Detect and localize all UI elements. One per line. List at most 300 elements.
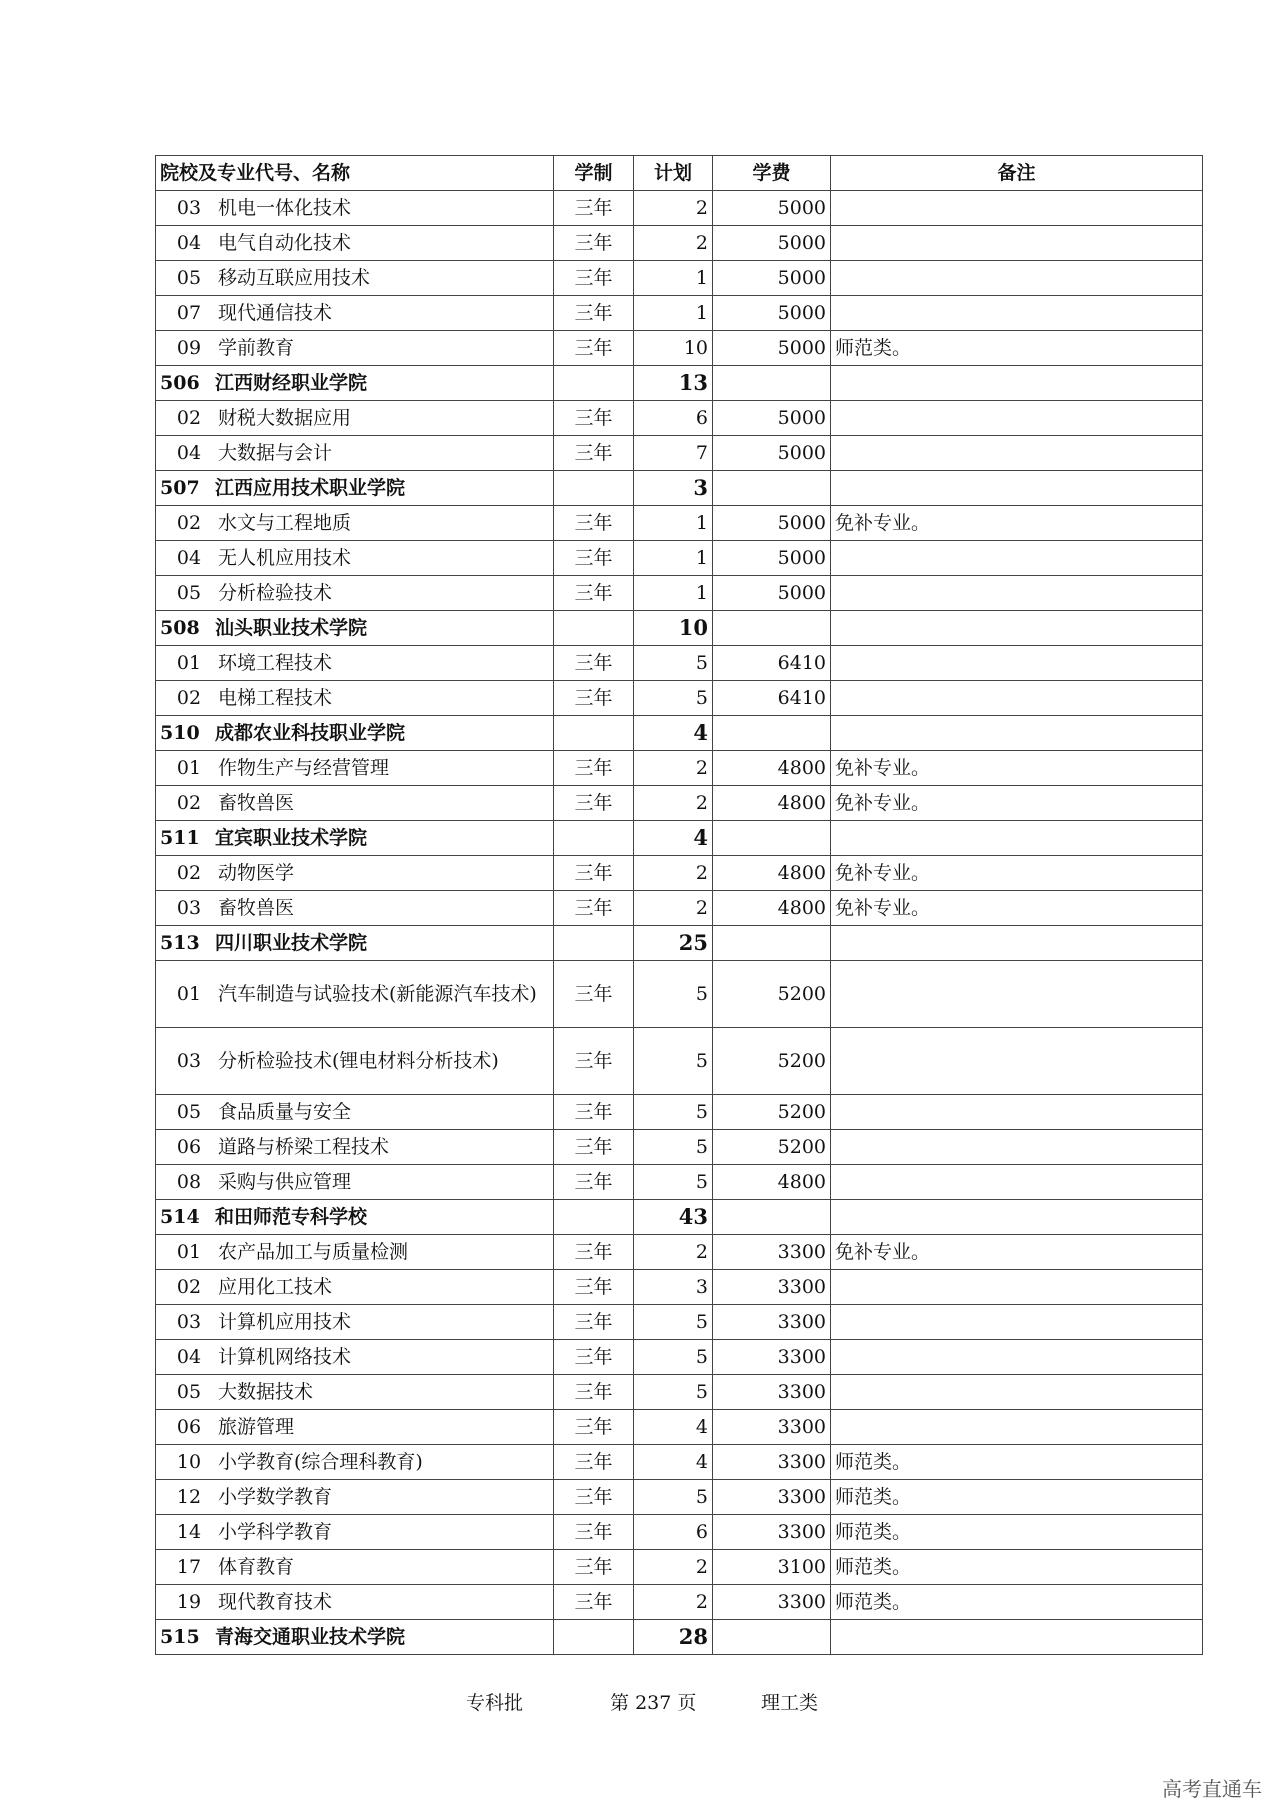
school-note-cell bbox=[831, 1620, 1203, 1655]
school-fee-cell bbox=[713, 926, 831, 961]
major-duration: 三年 bbox=[554, 191, 634, 226]
school-fee-cell bbox=[713, 716, 831, 751]
major-plan: 10 bbox=[634, 331, 713, 366]
major-plan: 1 bbox=[634, 506, 713, 541]
major-fee: 5000 bbox=[713, 576, 831, 611]
major-fee: 5000 bbox=[713, 541, 831, 576]
major-fee: 3300 bbox=[713, 1585, 831, 1620]
major-note bbox=[831, 1028, 1203, 1095]
major-name: 电梯工程技术 bbox=[218, 686, 333, 709]
major-fee: 4800 bbox=[713, 751, 831, 786]
school-row bbox=[156, 471, 1203, 506]
major-duration: 三年 bbox=[554, 1235, 634, 1270]
major-name: 小学数学教育 bbox=[218, 1485, 333, 1508]
school-row bbox=[156, 1620, 1203, 1655]
major-code: 02 bbox=[176, 1275, 202, 1298]
major-name-cell bbox=[156, 646, 554, 681]
major-note bbox=[831, 436, 1203, 471]
school-fee-cell bbox=[713, 611, 831, 646]
footer-page-prefix: 第 bbox=[610, 1692, 630, 1714]
major-note: 免补专业。 bbox=[831, 751, 1203, 786]
major-name-cell bbox=[156, 856, 554, 891]
major-row bbox=[156, 786, 1203, 821]
major-name-cell bbox=[156, 1235, 554, 1270]
major-name-cell bbox=[156, 1095, 554, 1130]
major-row bbox=[156, 226, 1203, 261]
major-duration: 三年 bbox=[554, 1340, 634, 1375]
major-name-cell bbox=[156, 261, 554, 296]
major-row bbox=[156, 436, 1203, 471]
major-code: 14 bbox=[176, 1520, 202, 1543]
major-plan: 5 bbox=[634, 1165, 713, 1200]
major-name: 现代通信技术 bbox=[218, 301, 333, 324]
major-code: 05 bbox=[176, 581, 202, 604]
school-plan-total: 28 bbox=[634, 1620, 713, 1655]
major-name-cell bbox=[156, 751, 554, 786]
major-plan: 2 bbox=[634, 1550, 713, 1585]
major-plan: 5 bbox=[634, 1130, 713, 1165]
major-row bbox=[156, 1095, 1203, 1130]
major-name: 小学教育(综合理科教育) bbox=[218, 1450, 423, 1473]
major-name-cell bbox=[156, 1165, 554, 1200]
school-name-cell bbox=[156, 366, 554, 401]
major-fee: 5000 bbox=[713, 296, 831, 331]
major-row bbox=[156, 296, 1203, 331]
major-row bbox=[156, 1270, 1203, 1305]
major-name: 道路与桥梁工程技术 bbox=[218, 1135, 390, 1158]
major-code: 02 bbox=[176, 861, 202, 884]
major-row bbox=[156, 261, 1203, 296]
major-name: 财税大数据应用 bbox=[218, 406, 352, 429]
major-fee: 5000 bbox=[713, 436, 831, 471]
major-row bbox=[156, 856, 1203, 891]
major-note: 免补专业。 bbox=[831, 856, 1203, 891]
school-code: 513 bbox=[160, 931, 200, 954]
major-name: 机电一体化技术 bbox=[218, 196, 352, 219]
major-note: 免补专业。 bbox=[831, 786, 1203, 821]
major-row bbox=[156, 961, 1203, 1028]
school-row bbox=[156, 716, 1203, 751]
major-plan: 2 bbox=[634, 1585, 713, 1620]
major-code: 03 bbox=[176, 1310, 202, 1333]
school-plan-total: 4 bbox=[634, 716, 713, 751]
major-fee: 3100 bbox=[713, 1550, 831, 1585]
major-name-cell bbox=[156, 1305, 554, 1340]
school-name: 江西财经职业学院 bbox=[215, 371, 368, 394]
major-fee: 3300 bbox=[713, 1375, 831, 1410]
school-name: 四川职业技术学院 bbox=[215, 931, 368, 954]
major-name: 作物生产与经营管理 bbox=[218, 756, 390, 779]
major-duration: 三年 bbox=[554, 1130, 634, 1165]
school-plan-total: 10 bbox=[634, 611, 713, 646]
major-row bbox=[156, 646, 1203, 681]
major-row bbox=[156, 331, 1203, 366]
school-duration-cell bbox=[554, 611, 634, 646]
major-name: 电气自动化技术 bbox=[218, 231, 352, 254]
major-note: 免补专业。 bbox=[831, 506, 1203, 541]
major-duration: 三年 bbox=[554, 646, 634, 681]
major-duration: 三年 bbox=[554, 856, 634, 891]
major-note bbox=[831, 961, 1203, 1028]
major-note bbox=[831, 296, 1203, 331]
major-duration: 三年 bbox=[554, 226, 634, 261]
major-fee: 4800 bbox=[713, 786, 831, 821]
header-duration: 学制 bbox=[554, 156, 634, 191]
major-plan: 5 bbox=[634, 1375, 713, 1410]
major-code: 02 bbox=[176, 511, 202, 534]
school-name-cell bbox=[156, 821, 554, 856]
major-fee: 5000 bbox=[713, 331, 831, 366]
major-fee: 3300 bbox=[713, 1270, 831, 1305]
school-row bbox=[156, 926, 1203, 961]
school-plan-total: 13 bbox=[634, 366, 713, 401]
major-plan: 1 bbox=[634, 296, 713, 331]
major-name: 大数据技术 bbox=[218, 1380, 314, 1403]
major-name-cell bbox=[156, 1550, 554, 1585]
major-name: 动物医学 bbox=[218, 861, 295, 884]
header-fee: 学费 bbox=[713, 156, 831, 191]
major-name: 环境工程技术 bbox=[218, 651, 333, 674]
major-note bbox=[831, 541, 1203, 576]
school-name-cell bbox=[156, 471, 554, 506]
major-note bbox=[831, 261, 1203, 296]
major-note bbox=[831, 191, 1203, 226]
major-code: 01 bbox=[176, 983, 202, 1005]
major-row bbox=[156, 191, 1203, 226]
major-row bbox=[156, 1410, 1203, 1445]
major-duration: 三年 bbox=[554, 1028, 634, 1095]
major-duration: 三年 bbox=[554, 891, 634, 926]
header-plan: 计划 bbox=[634, 156, 713, 191]
major-note bbox=[831, 1375, 1203, 1410]
table-header-row bbox=[156, 156, 1203, 191]
school-duration-cell bbox=[554, 471, 634, 506]
school-fee-cell bbox=[713, 366, 831, 401]
major-name: 食品质量与安全 bbox=[218, 1100, 352, 1123]
major-name: 应用化工技术 bbox=[218, 1275, 333, 1298]
major-code: 19 bbox=[176, 1590, 202, 1613]
major-duration: 三年 bbox=[554, 1585, 634, 1620]
school-fee-cell bbox=[713, 1200, 831, 1235]
major-code: 10 bbox=[176, 1450, 202, 1473]
school-code: 510 bbox=[160, 721, 200, 744]
major-code: 04 bbox=[176, 546, 202, 569]
major-row bbox=[156, 1305, 1203, 1340]
school-name-cell bbox=[156, 926, 554, 961]
major-name-cell bbox=[156, 1028, 554, 1095]
school-note-cell bbox=[831, 926, 1203, 961]
school-name-cell bbox=[156, 716, 554, 751]
major-plan: 1 bbox=[634, 261, 713, 296]
major-name: 畜牧兽医 bbox=[218, 896, 295, 919]
major-row bbox=[156, 1445, 1203, 1480]
major-name-cell bbox=[156, 331, 554, 366]
major-duration: 三年 bbox=[554, 541, 634, 576]
school-note-cell bbox=[831, 471, 1203, 506]
major-row bbox=[156, 1165, 1203, 1200]
major-duration: 三年 bbox=[554, 1095, 634, 1130]
major-code: 07 bbox=[176, 301, 202, 324]
school-name-cell bbox=[156, 1200, 554, 1235]
major-name: 移动互联应用技术 bbox=[218, 266, 371, 289]
major-code: 03 bbox=[176, 1050, 202, 1072]
major-note bbox=[831, 1410, 1203, 1445]
major-duration: 三年 bbox=[554, 576, 634, 611]
major-plan: 2 bbox=[634, 1235, 713, 1270]
major-fee: 3300 bbox=[713, 1515, 831, 1550]
major-name-cell bbox=[156, 506, 554, 541]
major-duration: 三年 bbox=[554, 296, 634, 331]
school-name: 宜宾职业技术学院 bbox=[215, 826, 368, 849]
major-code: 02 bbox=[176, 406, 202, 429]
major-fee: 5200 bbox=[713, 961, 831, 1028]
school-duration-cell bbox=[554, 366, 634, 401]
major-name: 采购与供应管理 bbox=[218, 1170, 352, 1193]
major-duration: 三年 bbox=[554, 1270, 634, 1305]
major-note bbox=[831, 1095, 1203, 1130]
major-duration: 三年 bbox=[554, 751, 634, 786]
school-duration-cell bbox=[554, 1620, 634, 1655]
major-name-cell bbox=[156, 1585, 554, 1620]
major-row bbox=[156, 1375, 1203, 1410]
school-row bbox=[156, 1200, 1203, 1235]
major-code: 04 bbox=[176, 441, 202, 464]
major-duration: 三年 bbox=[554, 261, 634, 296]
major-name-cell bbox=[156, 1515, 554, 1550]
major-row bbox=[156, 576, 1203, 611]
major-fee: 3300 bbox=[713, 1410, 831, 1445]
major-row bbox=[156, 506, 1203, 541]
school-plan-total: 3 bbox=[634, 471, 713, 506]
major-fee: 3300 bbox=[713, 1480, 831, 1515]
major-fee: 5200 bbox=[713, 1028, 831, 1095]
major-fee: 5000 bbox=[713, 261, 831, 296]
major-fee: 4800 bbox=[713, 1165, 831, 1200]
major-fee: 3300 bbox=[713, 1305, 831, 1340]
major-name: 大数据与会计 bbox=[218, 441, 333, 464]
header-note: 备注 bbox=[831, 156, 1203, 191]
major-duration: 三年 bbox=[554, 1550, 634, 1585]
major-note bbox=[831, 1270, 1203, 1305]
school-plan-total: 43 bbox=[634, 1200, 713, 1235]
school-name: 青海交通职业技术学院 bbox=[215, 1625, 406, 1648]
school-duration-cell bbox=[554, 926, 634, 961]
major-name: 分析检验技术(锂电材料分析技术) bbox=[218, 1050, 499, 1072]
major-row bbox=[156, 681, 1203, 716]
school-code: 508 bbox=[160, 616, 200, 639]
major-code: 01 bbox=[176, 651, 202, 674]
table-body bbox=[156, 191, 1203, 1655]
major-duration: 三年 bbox=[554, 786, 634, 821]
major-note: 师范类。 bbox=[831, 1515, 1203, 1550]
school-row bbox=[156, 366, 1203, 401]
major-duration: 三年 bbox=[554, 1445, 634, 1480]
major-plan: 5 bbox=[634, 681, 713, 716]
major-duration: 三年 bbox=[554, 961, 634, 1028]
footer-page-number: 237 bbox=[635, 1692, 672, 1714]
major-fee: 5200 bbox=[713, 1095, 831, 1130]
major-row bbox=[156, 401, 1203, 436]
school-name: 和田师范专科学校 bbox=[215, 1205, 368, 1228]
major-name: 无人机应用技术 bbox=[218, 546, 352, 569]
major-plan: 7 bbox=[634, 436, 713, 471]
major-plan: 1 bbox=[634, 576, 713, 611]
major-code: 17 bbox=[176, 1555, 202, 1578]
school-plan-total: 25 bbox=[634, 926, 713, 961]
major-row bbox=[156, 1235, 1203, 1270]
major-plan: 3 bbox=[634, 1270, 713, 1305]
major-note: 师范类。 bbox=[831, 1550, 1203, 1585]
admission-plan-table bbox=[155, 155, 1203, 1655]
major-duration: 三年 bbox=[554, 1165, 634, 1200]
major-name: 水文与工程地质 bbox=[218, 511, 352, 534]
major-code: 02 bbox=[176, 791, 202, 814]
school-row bbox=[156, 611, 1203, 646]
major-row bbox=[156, 1550, 1203, 1585]
major-fee: 6410 bbox=[713, 681, 831, 716]
school-name: 江西应用技术职业学院 bbox=[215, 476, 406, 499]
major-duration: 三年 bbox=[554, 331, 634, 366]
major-plan: 5 bbox=[634, 1095, 713, 1130]
major-name-cell bbox=[156, 681, 554, 716]
major-name: 农产品加工与质量检测 bbox=[218, 1240, 409, 1263]
school-code: 506 bbox=[160, 371, 200, 394]
major-plan: 5 bbox=[634, 1305, 713, 1340]
major-plan: 2 bbox=[634, 856, 713, 891]
major-row bbox=[156, 1028, 1203, 1095]
major-note: 师范类。 bbox=[831, 1480, 1203, 1515]
major-fee: 3300 bbox=[713, 1235, 831, 1270]
major-row bbox=[156, 751, 1203, 786]
major-note: 免补专业。 bbox=[831, 1235, 1203, 1270]
major-plan: 4 bbox=[634, 1410, 713, 1445]
school-fee-cell bbox=[713, 821, 831, 856]
major-note: 师范类。 bbox=[831, 1445, 1203, 1480]
major-name: 计算机网络技术 bbox=[218, 1345, 352, 1368]
major-code: 06 bbox=[176, 1415, 202, 1438]
major-plan: 2 bbox=[634, 891, 713, 926]
major-row bbox=[156, 1480, 1203, 1515]
school-duration-cell bbox=[554, 1200, 634, 1235]
major-duration: 三年 bbox=[554, 506, 634, 541]
major-note bbox=[831, 226, 1203, 261]
major-name: 计算机应用技术 bbox=[218, 1310, 352, 1333]
major-note bbox=[831, 576, 1203, 611]
major-duration: 三年 bbox=[554, 401, 634, 436]
major-name-cell bbox=[156, 1130, 554, 1165]
major-code: 04 bbox=[176, 1345, 202, 1368]
major-fee: 3300 bbox=[713, 1445, 831, 1480]
major-code: 08 bbox=[176, 1170, 202, 1193]
school-plan-total: 4 bbox=[634, 821, 713, 856]
major-note: 免补专业。 bbox=[831, 891, 1203, 926]
major-name-cell bbox=[156, 1480, 554, 1515]
major-note: 师范类。 bbox=[831, 1585, 1203, 1620]
major-name: 旅游管理 bbox=[218, 1415, 295, 1438]
major-duration: 三年 bbox=[554, 1305, 634, 1340]
major-note: 师范类。 bbox=[831, 331, 1203, 366]
major-name: 体育教育 bbox=[218, 1555, 295, 1578]
major-name-cell bbox=[156, 576, 554, 611]
major-code: 12 bbox=[176, 1485, 202, 1508]
school-name: 汕头职业技术学院 bbox=[215, 616, 368, 639]
major-note bbox=[831, 646, 1203, 681]
major-fee: 5000 bbox=[713, 506, 831, 541]
major-code: 01 bbox=[176, 756, 202, 779]
major-row bbox=[156, 541, 1203, 576]
school-note-cell bbox=[831, 821, 1203, 856]
major-row bbox=[156, 1515, 1203, 1550]
major-plan: 2 bbox=[634, 786, 713, 821]
major-name: 畜牧兽医 bbox=[218, 791, 295, 814]
major-plan: 5 bbox=[634, 646, 713, 681]
school-name-cell bbox=[156, 1620, 554, 1655]
major-code: 04 bbox=[176, 231, 202, 254]
school-code: 511 bbox=[160, 826, 200, 849]
major-note bbox=[831, 1130, 1203, 1165]
major-fee: 5000 bbox=[713, 401, 831, 436]
major-duration: 三年 bbox=[554, 1515, 634, 1550]
major-name: 现代教育技术 bbox=[218, 1590, 333, 1613]
major-duration: 三年 bbox=[554, 681, 634, 716]
major-name-cell bbox=[156, 436, 554, 471]
footer-category: 理工类 bbox=[761, 1692, 819, 1714]
major-fee: 5000 bbox=[713, 226, 831, 261]
school-code: 515 bbox=[160, 1625, 200, 1648]
major-note bbox=[831, 681, 1203, 716]
major-plan: 5 bbox=[634, 1340, 713, 1375]
watermark: 高考直通车 bbox=[1162, 1777, 1262, 1801]
major-name-cell bbox=[156, 1270, 554, 1305]
major-name-cell bbox=[156, 296, 554, 331]
major-note bbox=[831, 401, 1203, 436]
major-name-cell bbox=[156, 1410, 554, 1445]
school-name: 成都农业科技职业学院 bbox=[215, 721, 406, 744]
footer-batch: 专科批 bbox=[466, 1692, 524, 1714]
school-note-cell bbox=[831, 366, 1203, 401]
major-name-cell bbox=[156, 226, 554, 261]
school-note-cell bbox=[831, 611, 1203, 646]
page-footer bbox=[0, 1688, 1280, 1718]
major-code: 06 bbox=[176, 1135, 202, 1158]
school-code: 507 bbox=[160, 476, 200, 499]
major-name-cell bbox=[156, 786, 554, 821]
school-fee-cell bbox=[713, 1620, 831, 1655]
major-plan: 5 bbox=[634, 1028, 713, 1095]
major-row bbox=[156, 1130, 1203, 1165]
major-note bbox=[831, 1340, 1203, 1375]
major-code: 03 bbox=[176, 896, 202, 919]
footer-page bbox=[610, 1688, 696, 1715]
major-fee: 3300 bbox=[713, 1340, 831, 1375]
major-name-cell bbox=[156, 1340, 554, 1375]
major-name-cell bbox=[156, 401, 554, 436]
school-note-cell bbox=[831, 716, 1203, 751]
school-fee-cell bbox=[713, 471, 831, 506]
school-name-cell bbox=[156, 611, 554, 646]
major-fee: 5000 bbox=[713, 191, 831, 226]
major-code: 05 bbox=[176, 1380, 202, 1403]
major-plan: 6 bbox=[634, 401, 713, 436]
major-duration: 三年 bbox=[554, 1410, 634, 1445]
major-plan: 2 bbox=[634, 751, 713, 786]
major-code: 09 bbox=[176, 336, 202, 359]
school-note-cell bbox=[831, 1200, 1203, 1235]
school-row bbox=[156, 821, 1203, 856]
footer-page-suffix: 页 bbox=[677, 1692, 697, 1714]
major-code: 01 bbox=[176, 1240, 202, 1263]
major-duration: 三年 bbox=[554, 436, 634, 471]
